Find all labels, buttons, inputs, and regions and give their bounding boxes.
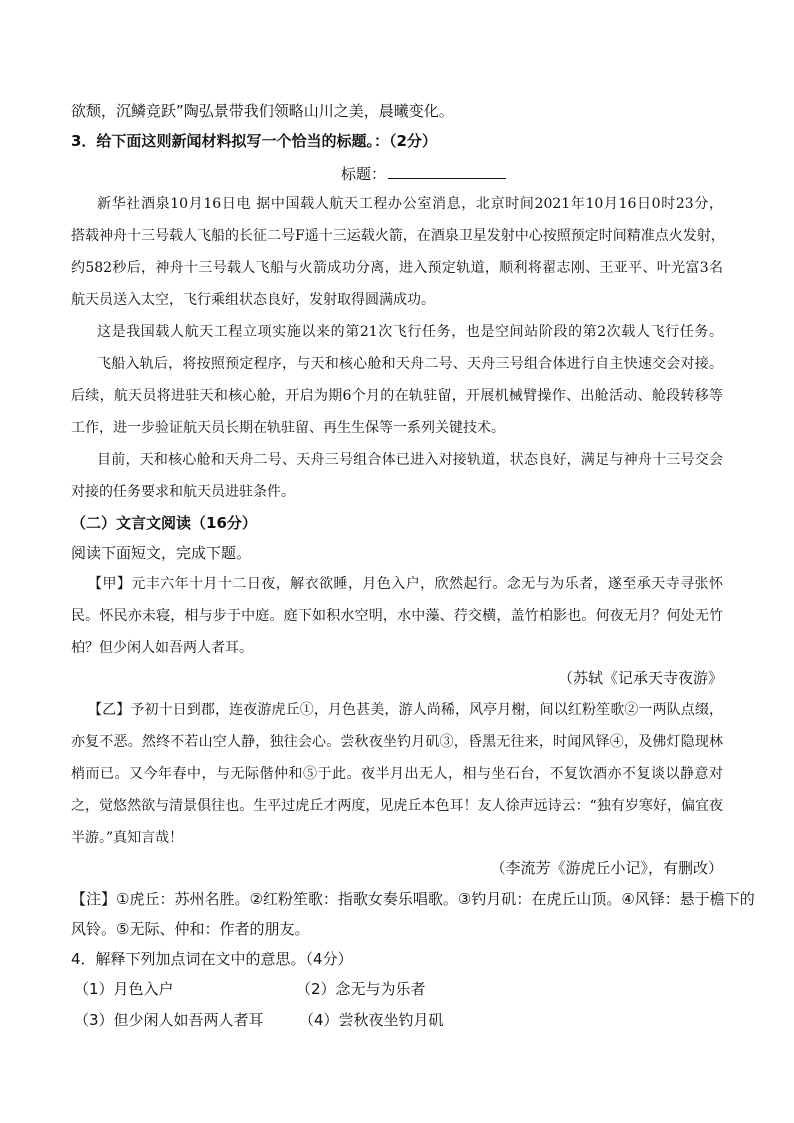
annotation-note: 【注】①虎丘：苏州名胜。②红粉笙歌：指歌女奏乐唱歌。③钓月矶：在虎丘山顶。④风铎：悬于檐下的 xyxy=(71,890,755,908)
section-heading: （二）文言文阅读（16分） xyxy=(71,514,257,532)
news-paragraph-line: 这是我国载人航天工程立项实施以来的第21次飞行任务，也是空间站阶段的第2次载人飞行任务。 xyxy=(97,324,723,340)
question-4-item: （2）念无与为乐者 xyxy=(296,980,426,998)
passage-b-line: 之，觉悠然欲与清景俱往也。生平过虎丘才两度，见虎丘本色耳！友人徐声远诗云：“独有岁寒好，偏宜夜 xyxy=(71,798,723,814)
title-blank xyxy=(388,162,506,179)
news-paragraph-line: 约582秒后，神舟十三号载人飞船与火箭成功分离，进入预定轨道，顺利将翟志刚、王亚平、叶光富3名 xyxy=(71,260,723,276)
question-4-item: （1）月色入户 xyxy=(74,980,174,998)
question-4-item: （4）尝秋夜坐钓月矶 xyxy=(299,1011,444,1029)
passage-a-line: 柏？但少闲人如吾两人者耳。 xyxy=(71,640,253,656)
news-paragraph-line: 工作，进一步验证航天员长期在轨驻留、再生生保等一系列关键技术。 xyxy=(71,420,505,436)
passage-a-line: 民。怀民亦未寝，相与步于中庭。庭下如积水空明，水中藻、荇交横，盖竹柏影也。何夜无月？何处无竹 xyxy=(71,608,723,624)
passage-b-line: 梢而已。又今年春中，与无际偕仲和⑤于此。夜半月出无人，相与坐石台，不复饮酒亦不复谈以静意对 xyxy=(71,766,723,782)
news-paragraph-line: 新华社酒泉10月16日电 据中国载人航天工程办公室消息，北京时间2021年10月16日0时23分， xyxy=(97,196,723,212)
passage-b-line: 亦复不恶。然终不若山空人静，独往会心。尝秋夜坐钓月矶③，昏黑无往来，时闻风铎④，及佛灯隐现林 xyxy=(71,734,723,750)
news-paragraph-line: 目前，天和核心舱和天舟二号、天舟三号组合体已进入对接轨道，状态良好，满足与神舟十三号交会 xyxy=(97,452,723,468)
passage-a-line: 【甲】元丰六年十月十二日夜，解衣欲睡，月色入户，欣然起行。念无与为乐者，遂至承天寺寻张怀 xyxy=(88,576,723,592)
title-field xyxy=(341,162,506,185)
reading-instruction: 阅读下面短文，完成下题。 xyxy=(71,544,252,562)
passage-b-line: 半游。”真知言哉！ xyxy=(71,830,184,846)
question-3: 3．给下面这则新闻材料拟写一个恰当的标题。：（2分） xyxy=(71,132,437,150)
news-paragraph-line: 后续，航天员将进驻天和核心舱，开启为期6个月的在轨驻留，开展机械臂操作、出舱活动、舱段转移等 xyxy=(71,388,723,404)
question-4-item: （3）但少闲人如吾两人者耳 xyxy=(74,1011,264,1029)
news-paragraph-line: 飞船入轨后，将按照预定程序，与天和核心舱和天舟二号、天舟三号组合体进行自主快速交会对接。 xyxy=(97,356,723,372)
annotation-note: 风铃。⑤无际、仲和：作者的朋友。 xyxy=(71,920,310,938)
prev-answer-line: 欲颓，沉鳞竞跃”陶弘景带我们领略山川之美，晨曦变化。 xyxy=(71,102,454,120)
news-paragraph-line: 搭载神舟十三号载人飞船的长征二号F遥十三运载火箭，在酒泉卫星发射中心按照预定时间精准点火发射， xyxy=(71,228,725,244)
news-paragraph-line: 对接的任务要求和航天员进驻条件。 xyxy=(71,484,295,500)
passage-a-source: （苏轼《记承天寺夜游》 xyxy=(557,669,723,687)
passage-b-source: （李流芳《游虎丘小记》，有删改） xyxy=(490,859,723,877)
news-paragraph-line: 航天员送入太空，飞行乘组状态良好，发射取得圆满成功。 xyxy=(71,292,435,308)
title-label: 标题： xyxy=(341,165,387,183)
passage-b-line: 【乙】予初十日到郡，连夜游虎丘①，月色甚美，游人尚稀，风亭月榭，间以红粉笙歌②一两队点缀， xyxy=(88,702,723,718)
question-4: 4．解释下列加点词在文中的意思。（4分） xyxy=(71,950,353,968)
